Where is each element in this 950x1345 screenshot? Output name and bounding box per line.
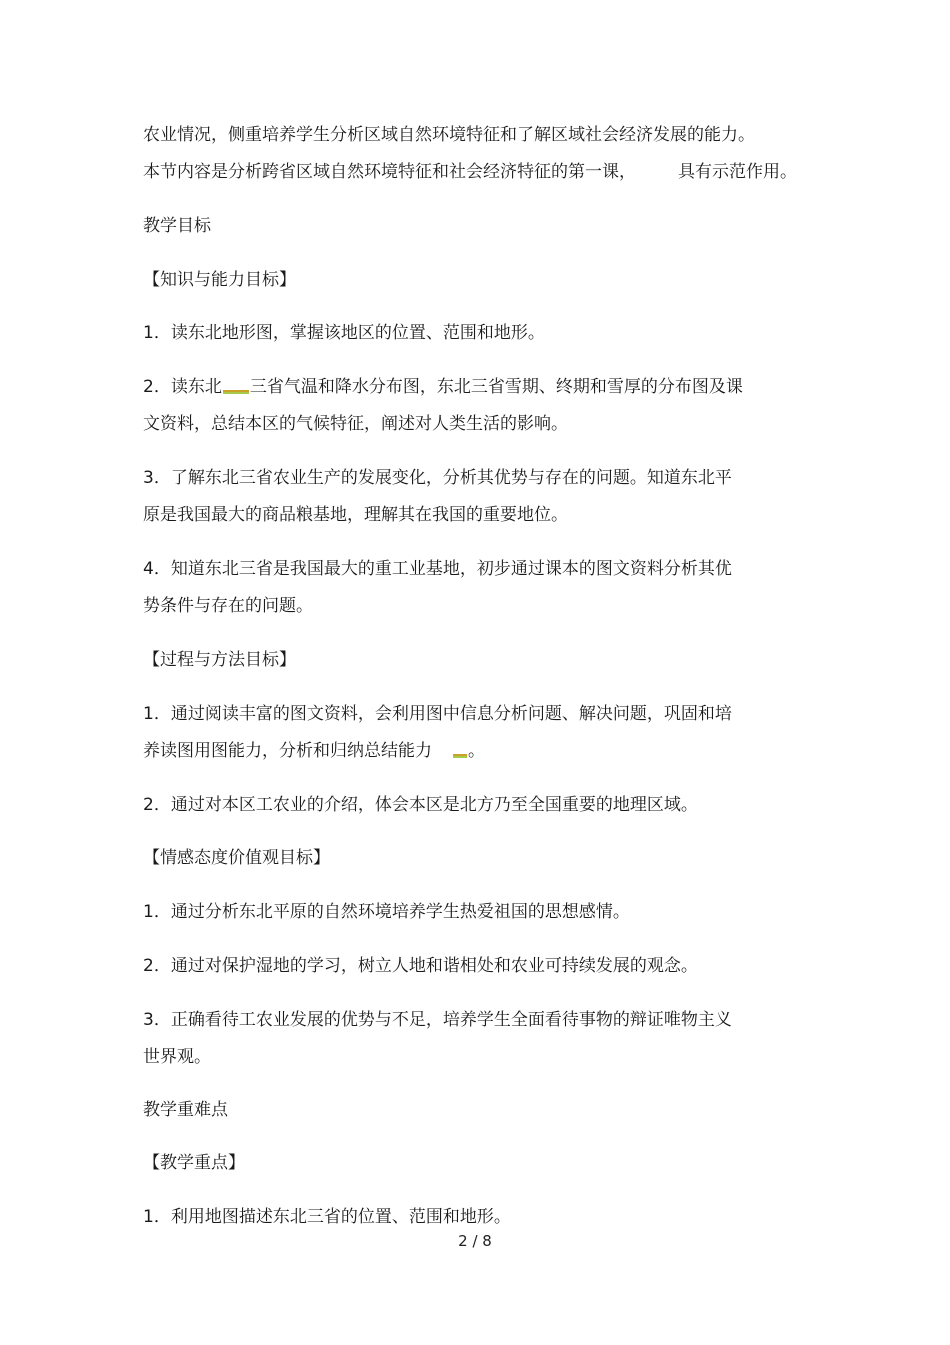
list-item: 1．利用地图描述东北三省的位置、范围和地形。: [143, 1207, 511, 1227]
text-run: 具有示范作用。: [678, 162, 797, 182]
list-item: 4．知道东北三省是我国最大的重工业基地，初步通过课本的图文资料分析其优: [143, 559, 732, 579]
list-item-continuation: 原是我国最大的商品粮基地，理解其在我国的重要地位。: [143, 505, 568, 525]
subsection-heading: 【教学重点】: [143, 1153, 245, 1173]
section-heading: 教学目标: [143, 216, 211, 236]
list-item-continuation: 文资料，总结本区的气候特征，阐述对人类生活的影响。: [143, 414, 568, 434]
list-item: 3．了解东北三省农业生产的发展变化，分析其优势与存在的问题。知道东北平: [143, 468, 732, 488]
highlight-mark: [453, 742, 467, 756]
list-item: 1．通过分析东北平原的自然环境培养学生热爱祖国的思想感情。: [143, 902, 630, 922]
list-item: 2．通过对保护湿地的学习，树立人地和谐相处和农业可持续发展的观念。: [143, 956, 698, 976]
paragraph-line: [143, 161, 797, 183]
list-item: 1．通过阅读丰富的图文资料，会利用图中信息分析问题、解决问题，巩固和培: [143, 704, 732, 724]
section-heading: 教学重难点: [143, 1100, 228, 1120]
text-run: 。: [468, 741, 485, 761]
list-item: 2．通过对本区工农业的介绍，体会本区是北方乃至全国重要的地理区域。: [143, 795, 698, 815]
text-run: 养读图用图能力，分析和归纳总结能力: [143, 741, 432, 761]
list-item-continuation: [143, 740, 485, 762]
text-run: 本节内容是分析跨省区域自然环境特征和社会经济特征的第一课，: [143, 162, 636, 182]
text-run: 2．读东北: [143, 377, 222, 397]
subsection-heading: 【过程与方法目标】: [143, 650, 296, 670]
page-number: 2 / 8: [458, 1232, 492, 1250]
list-item: [143, 376, 743, 398]
highlight-mark: [223, 378, 249, 392]
subsection-heading: 【知识与能力目标】: [143, 270, 296, 290]
list-item: 3．正确看待工农业发展的优势与不足，培养学生全面看待事物的辩证唯物主义: [143, 1010, 732, 1030]
list-item: 1．读东北地形图，掌握该地区的位置、范围和地形。: [143, 323, 545, 343]
paragraph-line: 农业情况，侧重培养学生分析区域自然环境特征和了解区域社会经济发展的能力。: [143, 125, 755, 145]
list-item-continuation: 势条件与存在的问题。: [143, 596, 313, 616]
subsection-heading: 【情感态度价值观目标】: [143, 848, 330, 868]
text-run: 三省气温和降水分布图，东北三省雪期、终期和雪厚的分布图及课: [249, 377, 743, 397]
list-item-continuation: 世界观。: [143, 1047, 211, 1067]
